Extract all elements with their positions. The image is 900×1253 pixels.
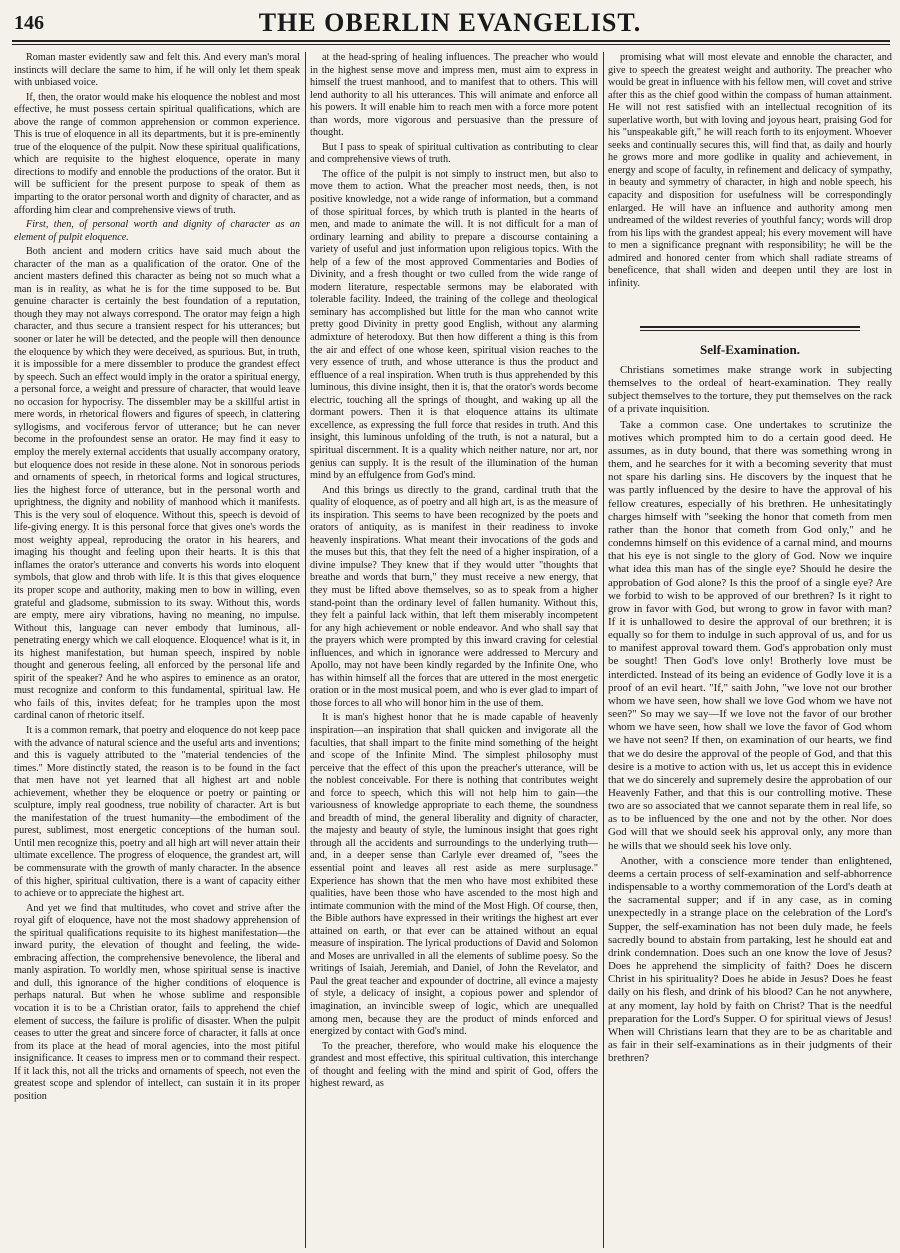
paragraph: To the preacher, therefore, who would make his eloquence the grandest and most effective, this spiritual cultivation, this interchange of thought and feeling with the mind and spirit of God, offers the highest reward, as [310,1040,598,1090]
column-divider [305,52,306,1248]
section-heading-italic: First, then, of personal worth and dignity of character as an element of pulpit eloquence. [14,219,300,243]
paragraph: It is a common remark, that poetry and eloquence do not keep pace with the advance of natural science and the useful arts and inventions; and this is vaguely attributed to the "material tendencies of the times." More distinctly stated, the reason is to be found in the fact that men have not yet learned that all highest art and noble achievement, whether they be eloquence or poetry or painting or sculpture, imply real goodness, true nobility of character. Art is but the manifestation of the truest humanity—the embodiment of the purest, sublimest, most energetic conceptions of the human soul. Until men recognize this, poetry and all high art will never attain their ultimate excellence. The progress of eloquence, the grandest art, will be commensurate with the growth of manly character. In the absence of this higher, spiritual cultivation, there is a want of capacity either to achieve or to appreciate the highest art. [14,724,300,900]
publication-title: THE OBERLIN EVANGELIST. [258,8,642,37]
masthead-rule [12,40,890,42]
paragraph: If, then, the orator would make his eloquence the noblest and most effective, he must possess certain spiritual qualifications, which are above the range of common apprehension or common experience. This is true of eloquence in all its departments, but it is pre-eminently true of the eloquence of the pulpit. Now these spiritual qualifications, which are requisite to the highest eloquence, operate in many directions to modify and ennoble the productions of the orator. But it will be sufficient for the present purpose to speak of them as imparting to the orator personal worth and dignity of character, and as affording him clear and comprehensive views of truth. [14,91,300,216]
paragraph: And yet we find that multitudes, who covet and strive after the royal gift of eloquence, have not the most shadowy apprehension of the spiritual qualifications requisite to its highest manifestation—the inward purity, the elevation of thought and feeling, the wide-embracing affection, the comprehensive benevolence, the liberal and manly aspiration. To worldly men, whose spiritual sense is inactive and dull, this ignorance of the higher conditions of eloquence is perhaps natural. But when he whose sublime and responsible vocation it is to be a Christian orator, fails to apprehend the chief element of success, the failure is prolific of disaster. When the pulpit ceases to utter the great and sincere force of character, it falls at once from its place at the head of moral agencies, into the most pitiful insignificance. It ceases to impress men or to command their respect. If it lack this, not all the tricks and ornaments of speech, not even the greatest scope and splendor of intellect, can sustain it in its proper position [14,902,300,1102]
column-1 [14,52,300,1248]
article-separator [640,326,860,328]
column-2 [310,52,598,1248]
column-3-continuation [608,52,892,322]
article-body [608,364,892,1248]
paragraph: The office of the pulpit is not simply to instruct men, but also to move them to action. What the preacher most needs, then, is not positive knowledge, not a wide range of information, but a command of those spiritual forces, by which truth is planted in the hearts of men, and made to animate the will. It is not difficult for a man of ordinary learning and ability to prepare a discourse containing a variety of useful and just information upon religious topics. With the help of a few of the most approved Commentaries and Bodies of Divinity, and a fresh thought or two culled from the wide range of modern literature, respectable sermons may be elaborated with tolerable facility. Indeed, the training of the college and theological seminary has accomplished but little for the man who cannot write pretty good Divinity in pretty good English, without any alarming admixture of heterodoxy. But then how different a thing is this from the air and effect of one whose keen, spiritual vision reaches to the very essence of truth, and whose utterance is thus the product and effluence of a real inspiration. When truth is thus apprehended by this luminous, this divine insight, then it is, that the orator's words become electric, touching all the springs of thought, and waking up all the dormant powers. Then it is that eloquence attains its ultimate excellence, as expressing the full force that resides in truth. And this insight, this luminous unfolding of the truth, is not a natural, but a spiritual discernment. It is a quality which neither nature, nor art, nor genius can supply. It is the result of the illumination of the human mind by an effulgence from God's mind. [310,168,598,482]
paragraph: Another, with a conscience more tender than enlightened, deems a certain process of self-examination and self-abhorrence indispensable to a worthy commemoration of the Lord's death at the sacramental supper; and if in any case, as in coming unexpectedly in a strange place on the celebration of the Lord's Supper, the self-examination has not been duly made, he feels sacredly bound to abstain from partaking, lest he should eat and drink condemnation. Does such an one know the love of Jesus? Does he apprehend the simplicity of faith? Does he discern Christ in his spirituality? Does he abide in Jesus? Does he feast daily on his flesh, and drink of his blood? Can he not anywhere, at any moment, lay hold by faith on Christ? That is the needful preparation for the Lord's Supper. O for spiritual views of Jesus! When will Christians learn that they are to be as charitable and as fair in their self-examinations as in their judgments of their brethren? [608,854,892,1065]
paragraph: Christians sometimes make strange work in subjecting themselves to the ordeal of heart-examination. They really subject themselves to the torture, they put themselves on the rack of a private inquisition. [608,364,892,416]
paragraph: Both ancient and modern critics have said much about the character of the man as a qualification of the orator. One of the ancient masters defined this character as being not so much what a man is in reality, as what he is for the time supposed to be. But genuine character is certainly the best foundation of a reputation, though they may not always correspond. The orator may feign a high character, and thus secure a transient respect for his utterances; but sooner or later he will be detected, and the people will then denounce the eloquence by which they were deceived, as spurious. But, in truth, it is impossible for a mere dissembler to produce the grandest effect by speech. Such an effect would imply in the orator a spiritual energy, a personal force, a weight and pressure of character, that would leave no occasion for hypocrisy. The dissembler may be a skillful artist in mere words, in rhetorical flowers and figures of speech, in clattering syllogisms, and vociferous fervor of utterance; but he can never become in the profoundest sense an orator. He may find it easy to employ the merely external accidents that usually accompany oratory, but eloquence does not reside in these alone. Not in sonorous periods and ornaments of speech, in rhetorical forms and logical structures, lies the highest force of utterance, but in the personal worth and uprightness, the dignity and nobility of manhood which it manifests. This is the very soul of eloquence. Without this, speech is devoid of life-giving energy. It is this personal force that gives one's words the most weighty appeal, reproducing the orator in his hearers, and imaging his thought and feeling upon their hearts. It is this that inflames the orator's utterance and converts his words into eloquent symbols, that glow and throb with life. It is this that gives eloquence its proper scope and authority, making men to bow in willing, even grateful and gladsome, submission to its sway. Without this, words are empty, mere airy vibrations, having no meaning, no impulse. Without this, language can never embody that luminous, all-penetrating energy which we call eloquence. Eloquence! what is it, in its highest manifestation, but human speech, inspired by noble thought and generous feeling, all enforced by the personal life and spirit of the speaker? And he who aspires to eminence as an orator, must recognize and conform to this fundamental, spiritual law. He who fails of this, invites defeat; for he tramples upon the most cardinal canon of rhetoric itself. [14,246,300,722]
column-divider [603,52,604,1248]
paragraph: at the head-spring of healing influences. The preacher who would in the highest sense move and impress men, must aim to express in himself the truest manhood, and to manifest that to others. This will lend authority to all his utterances. This will animate and enforce all his powers. It will enable him to reach men with a force more potent than words, more vigorous and persuasive than the pressure of thought. [310,52,598,139]
paragraph: Roman master evidently saw and felt this. And every man's moral instincts will declare the same to him, if he will only let them speak with unbiased voice. [14,52,300,89]
article-heading: Self-Examination. [699,342,801,357]
masthead [10,6,890,36]
article-separator-thin [640,330,860,331]
paragraph: And this brings us directly to the grand, cardinal truth that the quality of eloquence, as of poetry and all high art, is as the measure of its inspiration. This seems to have been recognized by the poets and orators of antiquity, as is manifest in their readiness to invoke heavenly inspirations. What meant their invocations of the gods and the muses but this, that they felt the need of a higher inspiration, of a divine impulse? They knew that if they would utter "thoughts that breathe and words that burn," they must receive a new energy, that they must be lifted above themselves, so as to speak from a higher stand-point than the ordinary level of fallen humanity. Without this, they felt a painful lack within, that left them miserably incompetent for any high achievement or noble endeavor. And who shall say that the prayers which were prompted by this inward craving for celestial influences, and which in ignorance were addressed to Mercury and Apollo, may not have been kindly regarded by the Infinite One, who has within himself all the forces that are uttered in the most energetic oration or in the most musical poem, and who is ever glad to impart of those forces to all who will honor him in the use of them. [310,484,598,709]
paragraph: It is man's highest honor that he is made capable of heavenly inspiration—an inspiration that shall quicken and invigorate all the faculties, that shall impart to the finite mind something of the height and scope of the Infinite Mind. The simplest philosophy must perceive that the effect of this upon the preacher's utterance, will be the noblest conceivable. For there is nothing that contributes weight and force to speech, which this will not help him to gain—the variousness of knowledge appropriate to each theme, the soundness and breadth of mind, the general liberality and dignity of character, the majesty and beauty of style, the luminous insight that goes right through all the accidents and surroundings to the underlying truth—and, in a deeper sense than Carlyle ever dreamed of, "sees the essential point and leaves all rest aside as mere surplusage." Experience has shown that the men who have most exhibited these qualities, have been those who have ascended to the most high and intimate communion with the mind of the Most High. Of course, then, the Bible authors have expressed in their writings the highest art ever attained on earth, or that ever can be attained without an equal measure of inspiration. The lyrical productions of David and Solomon and Moses are unrivalled in all the elements of sublime poesy. So the writings of Isaiah, Jeremiah, and Daniel, of John the Revelator, and Paul the great teacher and expounder of doctrine, all evince a majesty of style, a delicacy of insight, a copious power and splendor of imagination, an invincible sweep of logic, which are unequalled among men, because they are the product of minds enforced and energized by contact with God's mind. [310,712,598,1038]
paragraph: promising what will most elevate and ennoble the character, and give to speech the greatest weight and authority. The preacher who would be great in influence with his fellow men, will covet and strive after this as the chief good within the compass of human attainment. He will not rest satisfied with an intellectual recognition of its superlative worth, but with loving and joyous heart, praising God for his "unspeakable gift," he will reach forth to its enjoyment. Whoever seeks and continually secures this, will find that, as daily and hourly he grows more and more godlike in quality and achievement, in energy and scope of faculty, in refinement and delicacy of sympathy, in beauty and symmetry of character, in high and noble speech, his capacity and disposition for usefulness will be correspondingly enlarged. He will have an influence and authority among men undreamed of the wildest reveries of youthful fancy; words will drop from his lips with the grandest appeal; his every movement will have to men a significance pregnant with responsibility; he will be the admired and honored center from which shall radiate streams of beneficence, that shall widen and deepen until they are lost in infinity. [608,52,892,289]
page-number: 146 [14,12,44,34]
paragraph: But I pass to speak of spiritual cultivation as contributing to clear and comprehensive views of truth. [310,141,598,166]
paragraph: Take a common case. One undertakes to scrutinize the motives which prompted him to do a certain good deed. He assumes, as in duty bound, that there was something wrong in them, and he searches for it with a becoming severity that must not spare his darling sins. He discovers by the inquest that he was partly influenced by the desire to have the approval of his fellow creatures, especially of his brethren. He unhesitatingly charges himself with "seeking the honor that cometh from men rather than the honor that cometh from God only," and he condemns himself on this evidence of a carnal mind, and mourns that his eye is not single to the glory of God. Now we inquire what idea this man has of the single eye? Should he desire the approbation of God alone? Is this the proof of a single eye? Are we forbid to wish to be approved of our brethren? Is it right to grow in favor with God, but wrong to grow in favor with man? If it is unhallowed to desire the approval of our brethren; it is equally so for them to indulge in such approval of us, and for us to manifest approval toward them. God's approbation only must be sought! Then God's love only! Brotherly love must be interdicted. Instead of its being an evidence of Godly love it is a proof of an evil heart. "If," saith John, "we love not our brother whom we have seen, how shall we love God whom we have not seen?" So may we say—If we love not the favor of our brother whom we have seen, how shall we love the favor of God whom we have not seen? If then, on examination of our hearts, we find that we do desire the approval of the people of God, and that this desire is a motive to action with us, let us accept this in evidence that we do sincerely and supremely desire the approbation of our Heavenly Father, and that this is our controlling motive. These two are so associated that we cannot separate them in real life, so as to be influenced by the one and not by the other. Nor does God will that we should seek his approval only, any more than he wills that we should seek his love only. [608,418,892,852]
masthead-rule-thin [12,44,890,45]
